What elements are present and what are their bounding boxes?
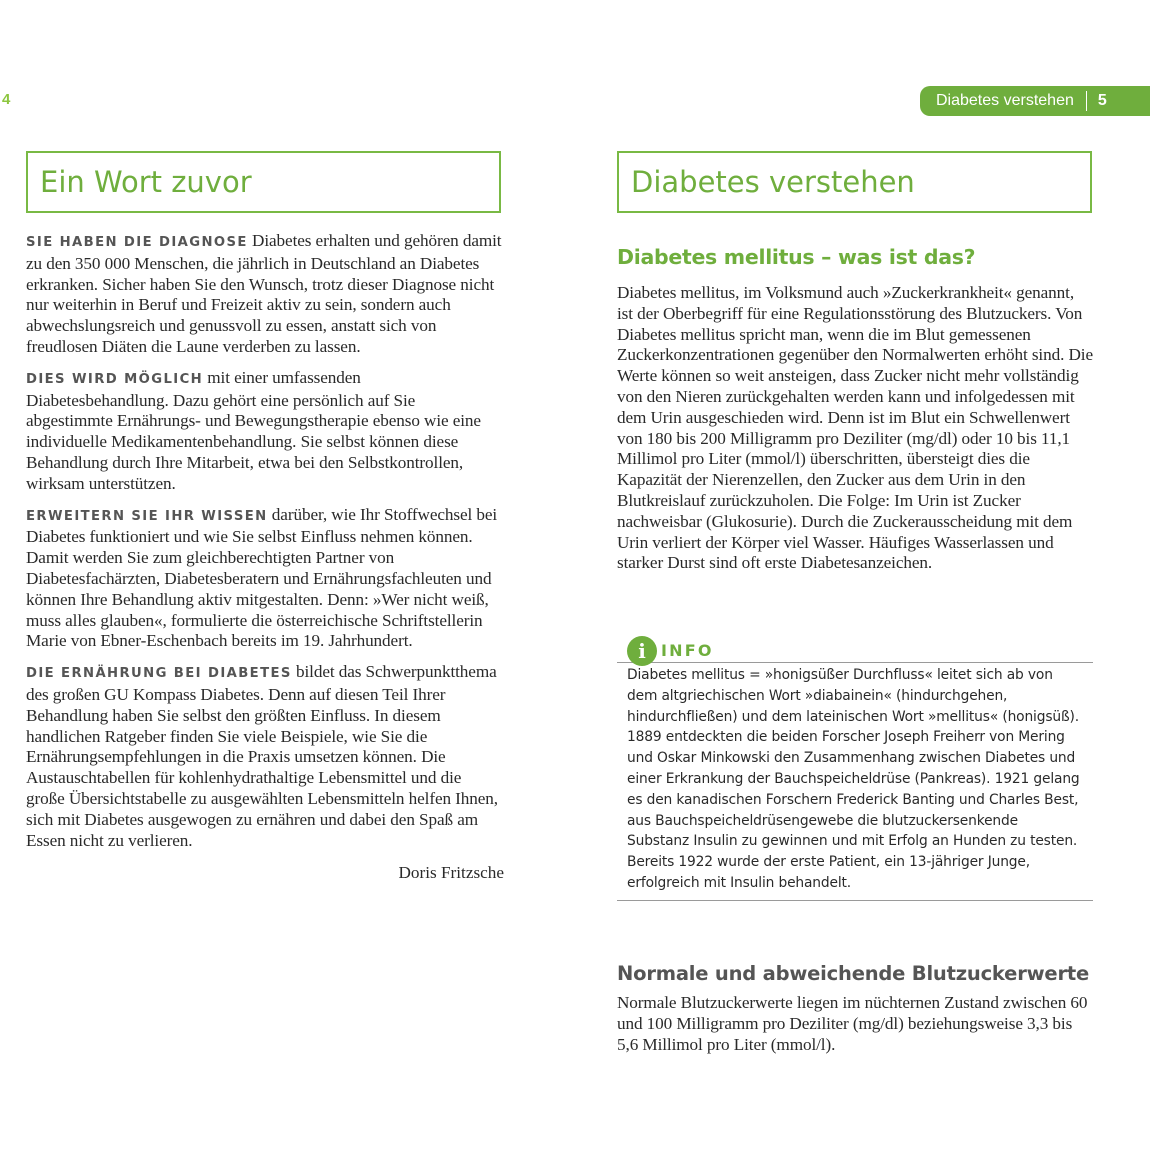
right-page-title: Diabetes verstehen <box>617 151 1092 213</box>
paragraph-lead: ERWEITERN SIE IHR WISSEN <box>26 508 268 524</box>
paragraph-text: darüber, wie Ihr Stoffwechsel bei Diabetes funktioniert und wie Sie selbst Einfluss nehmen können. Damit werden Sie zum gleichberechtigten Partner von Diabetesfachärzten, Diabetesberatern und Ernährungsfachleuten und können Ihre Behandlung aktiv mitgestalten. Denn: »Wer nicht weiß, muss alles glauben«, formulierte die österreichische Schriftstellerin Marie von Ebner-Eschenbach bereits im 19. Jahrhundert. <box>26 504 498 651</box>
foreword-paragraph <box>26 505 504 653</box>
section-body: Diabetes mellitus, im Volksmund auch »Zuckerkrankheit« genannt, ist der Oberbegriff für eine Regulationsstörung des Blutzuckers. Von Diabetes mellitus spricht man, wenn die im Blut gemessenen Zuckerkonzentrationen gegenüber den Normalwerten erhöht sind. Die Werte können so weit ansteigen, dass Zucker nicht mehr vollständig von den Nieren zurückgehalten werden kann und infolgedessen mit dem Urin ausgeschieden wird. Denn ist im Blut ein Schwellenwert von 180 bis 200 Milligramm pro Deziliter (mg/dl) oder 10 bis 11,1 Millimol pro Liter (mmol/l) überschritten, übersteigt dies die Kapazität der Nierenzellen, den Zucker aus dem Urin in den Blutkreislauf zurückzuholen. Die Folge: Im Urin ist Zucker nachweisbar (Glukosurie). Durch die Zuckerausscheidung mit dem Urin verliert der Körper viel Wasser. Häufiges Wasserlassen und starker Durst sind oft erste Diabetesanzeichen. <box>617 283 1094 573</box>
foreword-paragraph <box>26 368 504 495</box>
intro-column <box>617 245 1093 574</box>
page-number-right: 5 <box>1097 92 1107 109</box>
author-signature: Doris Fritzsche <box>398 863 504 883</box>
paragraph-lead: DIES WIRD MÖGLICH <box>26 371 204 387</box>
chapter-header-tab <box>920 86 1150 116</box>
paragraph-text: bildet das Schwerpunktthema des großen GU Kompass Diabetes. Denn auf diesen Teil Ihrer Behandlung haben Sie selbst den größten Einfluss. In diesem handlichen Ratgeber finden Sie viele Beispiele, wie Sie die Ernährungsempfehlungen in die Praxis umsetzen können. Die Austauschtabellen für kohlenhydrathaltige Lebensmittel und die große Übersichtstabelle zu ausgewählten Lebensmitteln helfen Ihnen, sich mit Diabetes ausgewogen zu ernähren und dabei den Spaß am Essen nicht zu verlieren. <box>26 662 498 850</box>
paragraph-lead: SIE HABEN DIE DIAGNOSE <box>26 235 248 250</box>
info-label: INFO <box>661 641 718 660</box>
foreword-paragraph <box>26 662 504 851</box>
info-header <box>617 628 1093 663</box>
left-page-title: Ein Wort zuvor <box>26 151 501 213</box>
chapter-header-title: Diabetes verstehen <box>936 92 1074 109</box>
blood-sugar-heading: Normale und abweichende Blutzuckerwerte <box>617 962 1090 985</box>
info-divider <box>617 900 1093 901</box>
header-divider <box>1086 91 1087 111</box>
section-heading: Diabetes mellitus – was ist das? <box>617 245 976 269</box>
foreword-paragraph <box>26 231 504 358</box>
blood-sugar-section <box>617 962 1093 1055</box>
info-text: Diabetes mellitus = »honigsüßer Durchfluss« leitet sich ab von dem altgriechischen Wort »diabainein« (hindurchgehen, hindurchfließen) und dem lateinischen Wort »mellitus« (honigsüß). 1889 entdeckten die beiden Forscher Joseph Freiherr von Mering und Oskar Minkowski den Zusammenhang zwischen Diabetes und einer Erkrankung der Bauchspeicheldrüse (Pankreas). 1921 gelang es den kanadischen Forschern Frederick Banting und Charles Best, aus Bauchspeicheldrüsengewebe die blutzuckersenkende Substanz Insulin zu gewinnen und mit Erfolg an Hunden zu testen. Bereits 1922 wurde der erste Patient, ein 13-jähriger Junge, erfolgreich mit Insulin behandelt. <box>627 667 1080 891</box>
paragraph-text: Diabetes erhalten und gehören damit zu den 350 000 Menschen, die jährlich in Deutschland an Diabetes erkranken. Sicher haben Sie den Wunsch, trotz dieser Diagnose nicht nur weiterhin in Beruf und Freizeit aktiv zu sein, sondern auch abwechslungsreich und genussvoll zu essen, anstatt sich von freudlosen Diäten die Laune verderben zu lassen. <box>26 231 502 356</box>
paragraph-lead: DIE ERNÄHRUNG BEI DIABETES <box>26 666 292 682</box>
foreword-column <box>26 231 504 884</box>
blood-sugar-body: Normale Blutzuckerwerte liegen im nüchternen Zustand zwischen 60 und 100 Milligramm pro Deziliter (mg/dl) beziehungsweise 3,3 bis 5,6 Millimol pro Liter (mmol/l). <box>617 993 1088 1054</box>
page-number-left: 4 <box>2 91 11 108</box>
info-box <box>617 628 1093 901</box>
info-icon: i <box>627 636 657 666</box>
paragraph-text: mit einer umfassenden Diabetesbehandlung. Dazu gehört eine persönlich auf Sie abgestimmte Ernährungs- und Bewegungstherapie ebenso wie eine individuelle Medikamentenbehandlung. Sie selbst können diese Behandlung durch Ihre Mitarbeit, etwa bei den Selbstkontrollen, wirksam unterstützen. <box>26 367 481 493</box>
